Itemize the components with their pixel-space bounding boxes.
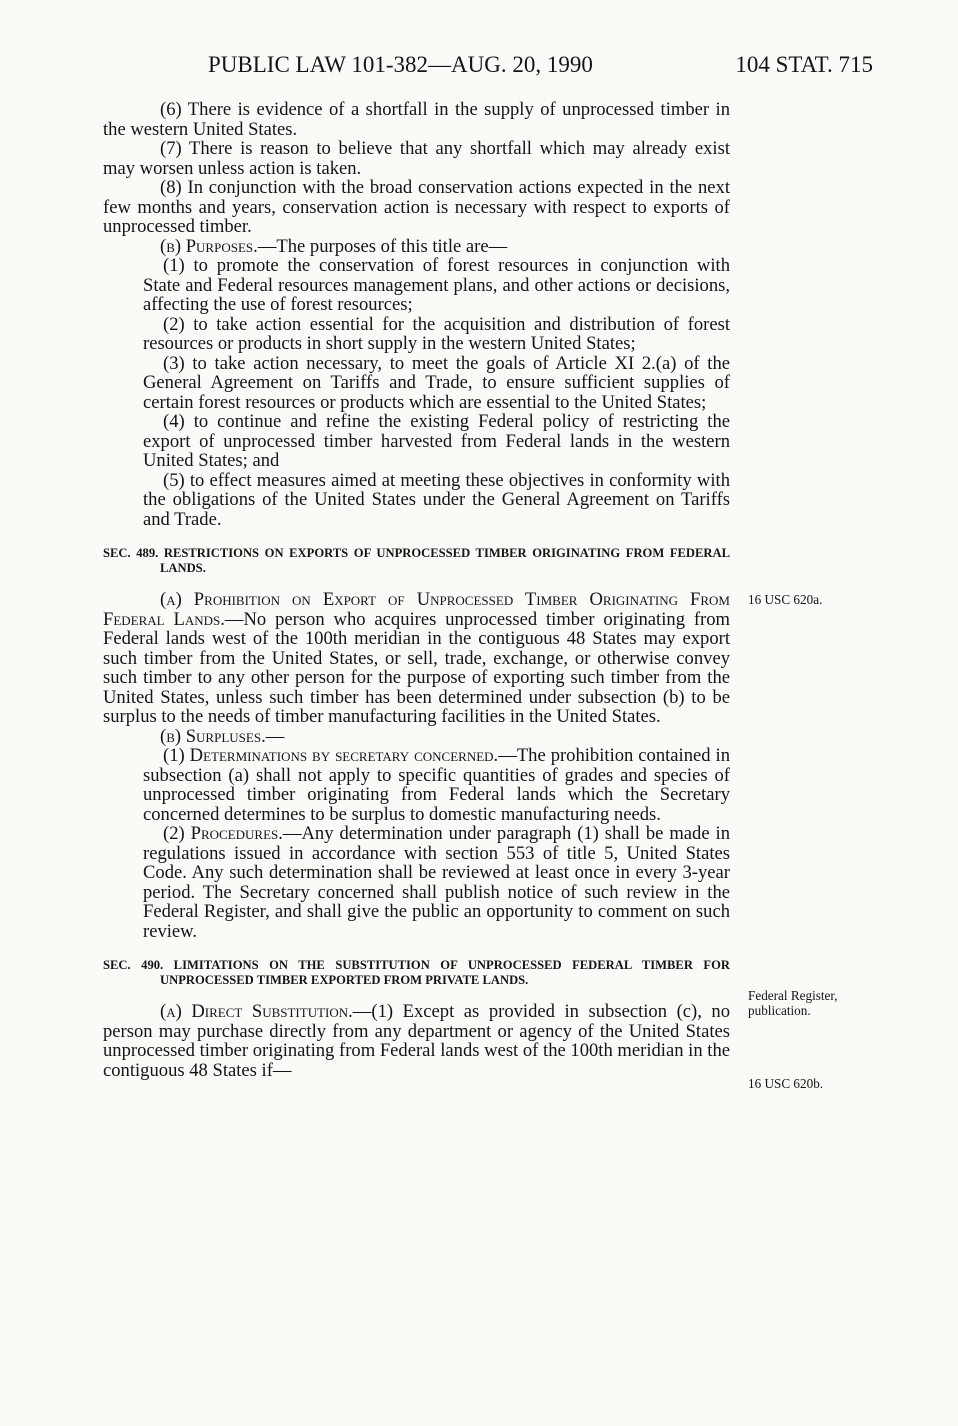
sec-489-b2-label: (2) Procedures. bbox=[163, 823, 283, 844]
law-title: PUBLIC LAW 101-382—AUG. 20, 1990 bbox=[208, 52, 593, 77]
purpose-1: (1) to promote the conservation of forest resources in conjunction with State and Federal resources management plans, and other actions or decisions, affecting the use of forest resources; bbox=[143, 255, 730, 315]
sec-489-b1-text: —The prohibition contained in subsection (a) shall not apply to specific quantities of grades and species of unprocessed timber originating from Federal lands which the Secretary concerned determines to be surplus to domestic manufacturing needs. bbox=[143, 745, 731, 825]
finding-6: (6) There is evidence of a shortfall in the supply of unprocessed timber in the western United States. bbox=[103, 99, 730, 140]
sec-489-b2 bbox=[103, 824, 730, 941]
sec-489-a-text: —No person who acquires unprocessed timber originating from Federal lands west of the 100th meridian in the contiguous 48 States may export such timber from the United States, or sell, trade, exchange, or otherwise convey such timber to any other person for the purpose of exporting such timber from the United States, unless such timber has been determined under subsection (b) to be surplus to the needs of timber manufacturing facilities in the United States. bbox=[103, 608, 730, 727]
page-header bbox=[0, 52, 958, 86]
purpose-4: (4) to continue and refine the existing Federal policy of restricting the export of unprocessed timber harvested from Federal lands in the western United States; and bbox=[143, 411, 730, 471]
document-body bbox=[103, 100, 730, 1080]
stat-page-number: 104 STAT. 715 bbox=[735, 52, 873, 77]
finding-7: (7) There is reason to believe that any shortfall which may already exist may worsen unless action is taken. bbox=[103, 138, 730, 179]
sec-489-b1 bbox=[103, 746, 730, 824]
margin-note-620a: 16 USC 620a. bbox=[748, 592, 823, 607]
sec-490-a bbox=[103, 1002, 730, 1080]
sec-489-heading: SEC. 489. RESTRICTIONS ON EXPORTS OF UNPROCESSED TIMBER ORIGINATING FROM FEDERAL LANDS. bbox=[103, 546, 730, 575]
sec-490-a-text: —(1) Except as provided in subsection (c), no person may purchase directly from any department or agency of the United States unprocessed timber originating from Federal lands west of the 100th meridian in the contiguous 48 States if— bbox=[103, 1001, 730, 1081]
sec-489-b2-text: —Any determination under paragraph (1) shall be made in regulations issued in accordance with section 553 of title 5, United States Code. Any such determination shall be reviewed at least once in every 3-year period. The Secretary concerned shall publish notice of such review in the Federal Register, and shall give the public an opportunity to comment on such review. bbox=[143, 823, 731, 942]
margin-note-federal-register: Federal Register, publication. bbox=[748, 988, 838, 1018]
sec-489-a bbox=[103, 590, 730, 727]
purposes-intro bbox=[103, 237, 730, 257]
purposes-text: —The purposes of this title are— bbox=[257, 235, 508, 257]
purpose-3: (3) to take action necessary, to meet the goals of Article XI 2.(a) of the General Agreement on Tariffs and Trade, to ensure sufficient supplies of certain forest resources or products which are essential to the United States; bbox=[143, 352, 730, 413]
margin-note-620b: 16 USC 620b. bbox=[748, 1076, 824, 1091]
sec-489-b bbox=[103, 727, 730, 747]
sec-489-a-label: (a) Prohibition on Export of Unprocessed Timber Originating From Federal Lands. bbox=[103, 589, 730, 630]
purpose-5: (5) to effect measures aimed at meeting these objectives in conformity with the obligations of the United States under the General Agreement on Tariffs and Trade. bbox=[143, 469, 730, 530]
sec-490-heading: SEC. 490. LIMITATIONS ON THE SUBSTITUTION OF UNPROCESSED FEDERAL TIMBER FOR UNPROCESSED TIMBER EXPORTED FROM PRIVATE LANDS. bbox=[103, 958, 730, 987]
sec-489-b-label: (b) Surpluses. bbox=[160, 725, 266, 747]
purposes-label: (b) Purposes. bbox=[160, 235, 258, 257]
sec-489-b1-label: (1) Determinations by secretary concerned. bbox=[163, 745, 499, 766]
sec-489-b-text: — bbox=[265, 725, 285, 747]
finding-8: (8) In conjunction with the broad conservation actions expected in the next few months and years, conservation action is necessary with respect to exports of unprocessed timber. bbox=[103, 177, 730, 237]
sec-490-a-label: (a) Direct Substitution. bbox=[160, 1001, 353, 1022]
purpose-2: (2) to take action essential for the acquisition and distribution of forest resources or products in short supply in the western United States; bbox=[143, 313, 730, 354]
